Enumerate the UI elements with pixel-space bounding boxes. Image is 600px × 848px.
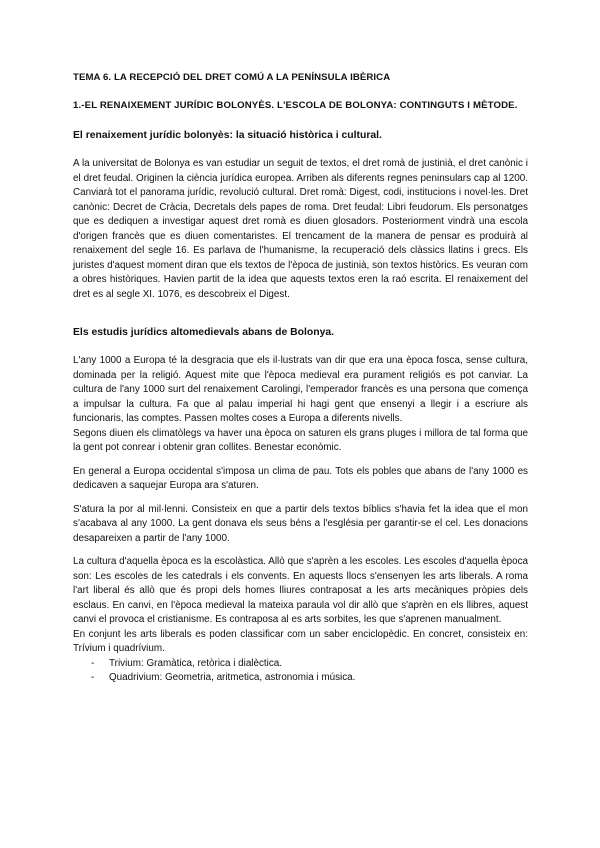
spacer — [73, 546, 528, 555]
spacer — [73, 302, 528, 326]
document-title: TEMA 6. LA RECEPCIÓ DEL DRET COMÚ A LA PENÍNSULA IBÈRICA — [73, 72, 391, 83]
paragraph: L'any 1000 a Europa té la desgracia que els il·lustrats van dir que era una època fosca, sense cultura, dominada per la religió. Aquest mite que l'època medieval era purament religiós es pot canviar. La cultura de l'any 1000 surt del renaixement Carolingi, l'emperador francès es una persona que comença a impulsar la cultura. Fa que al palau imperial hi hagi gent que ensenyi a llegir i a escriure als funcionaris, las comptes. Passen moltes coses a Europa a diferents nivells. — [73, 355, 528, 424]
bullet-list — [73, 657, 528, 686]
document-page — [73, 72, 528, 686]
section-heading: 1.-EL RENAIXEMENT JURÍDIC BOLONYÈS. L'ESCOLA DE BOLONYA: CONTINGUTS I MÈTODE. — [73, 100, 518, 111]
list-item-text: Trivium: Gramàtica, retòrica i dialèctica. — [109, 657, 283, 669]
paragraph: La cultura d'aquella època es la escolàstica. Allò que s'aprèn a les escoles. Les escoles d'aquella època son: Les escoles de les catedrals i els convents. En aquests llocs s'ensenyen les arts liberals. A roma l'art liberal és allò que és propi dels homes lliures contraposat a les arts mecàniques pròpies dels esclaus. En canvi, en l'època medieval la mateixa paraula vol dir allò que s'aprèn en els llibres, aquest canvi el provoca el cristianisme. Es contraposa al es arts sorbites, les que s'aprenen manualment. — [73, 556, 528, 625]
list-dash: - — [91, 657, 95, 669]
paragraph: S'atura la por al mil·lenni. Consisteix en que a partir dels textos bíblics s'havia fet la idea que el mon s'acabava al any 1000. La gent donava els seus béns a l'església per garantir-se el cel. Les donacions desapareixen a partir de l'any 1000. — [73, 503, 528, 544]
paragraph: En conjunt les arts liberals es poden classificar com un saber enciclopèdic. En concret, consisteix en: Trívium i quadrívium. — [73, 628, 528, 654]
list-item — [91, 657, 528, 672]
paragraph: En general a Europa occidental s'imposa un clima de pau. Tots els pobles que abans de l'any 1000 es dedicaven a saquejar Europa ara s'aturen. — [73, 465, 528, 491]
subsection-heading: Els estudis jurídics altomedievals abans de Bolonya. — [73, 327, 335, 338]
list-dash: - — [91, 672, 95, 683]
spacer — [73, 494, 528, 503]
list-item-text: Quadrivium: Geometria, aritmetica, astronomia i música. — [109, 672, 356, 683]
list-item — [91, 671, 528, 686]
paragraph: A la universitat de Bolonya es van estudiar un seguit de textos, el dret romà de justinià, el dret canònic i el dret feudal. Originen la ciència jurídica europea. Arriben als diferents regnes peninsulars cap al 1200. Canviarà tot el panorama jurídic, revolució cultural. Dret romà: Digest, codi, institucions i novel·les. Dret canònic: Decret de Cràcia, Decretals dels papes de roma. Dret feudal: Libri feudorum. Els personatges que es dediquen a investigar aquest dret romà es diuen glosadors. Posteriorment vindrà una escola d'origen francès que es diuen comentaristes. El trencament de la manera de pensar es produirà al renaixement del segle 16. Es parlava de l'humanisme, la recuperació dels clàssics llatins i grecs. Els juristes d'aquest moment diran que els textos de l'època de justinià, son textos històrics. Es veuran com a obres històriques. Havien partit de la idea que aquests textos eren la raó escrita. El renaixement del dret es al segle XI. 1076, es descobreix el Digest. — [73, 158, 528, 300]
paragraph: Segons diuen els climatòlegs va haver una època on saturen els grans pluges i millora de tal forma que la gent pot conrear i obtenir gran collites. Benestar econòmic. — [73, 427, 528, 453]
subsection-heading: El renaixement jurídic bolonyès: la situació històrica i cultural. — [73, 130, 382, 141]
spacer — [73, 456, 528, 465]
